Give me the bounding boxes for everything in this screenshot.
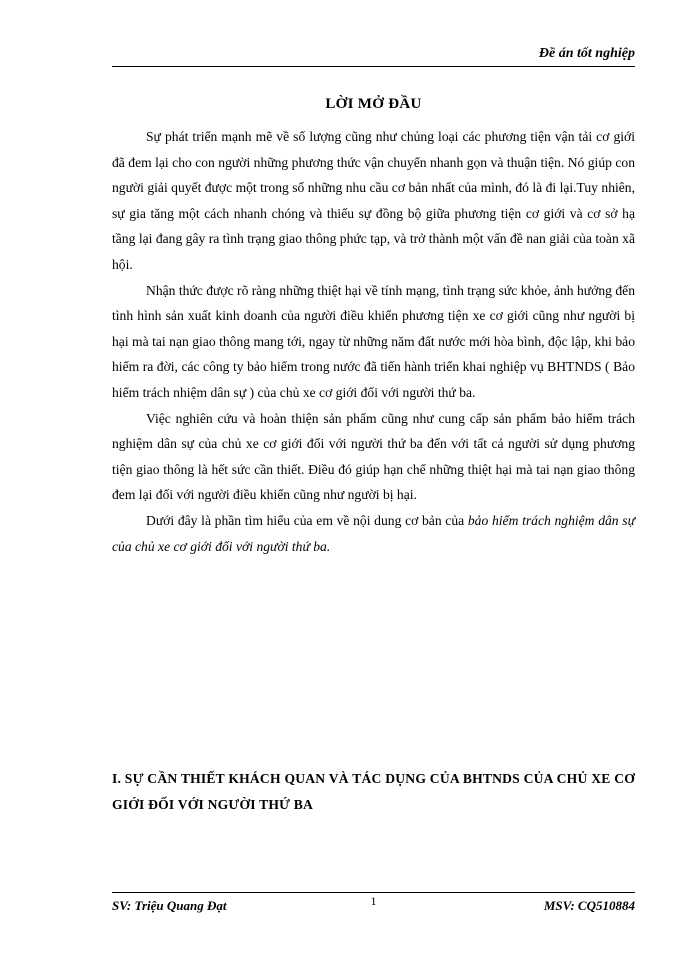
page-header: [112, 44, 635, 67]
paragraph-3: Việc nghiên cứu và hoàn thiện sản phẩm cũng như cung cấp sản phẩm bảo hiểm trách nghiệm dân sự của chủ xe cơ giới đối với người thứ ba đến với tất cả người sử dụng phương tiện giao thông là hết sức cần thiết. Điều đó giúp hạn chế những thiệt hại mà tai nạn giao thông đem lại đối với người điều khiển cũng như người bị hại.: [112, 410, 635, 503]
page-footer: [112, 892, 635, 917]
section-heading: I. SỰ CẦN THIẾT KHÁCH QUAN VÀ TÁC DỤNG CỦA BHTNDS CỦA CHỦ XE CƠ GIỚI ĐỐI VỚI NGƯỜI THỨ BA: [112, 771, 635, 812]
footer-student-name: SV: Triệu Quang Đạt: [112, 898, 227, 913]
paragraph-4-italic: bảo hiểm trách nghiệm dân sự của chủ xe cơ giới đối với người thứ ba.: [112, 512, 635, 554]
body-text: [112, 124, 635, 559]
header-title: Đề án tốt nghiệp: [538, 46, 635, 61]
paragraph-1: Sự phát triển mạnh mẽ về số lượng cũng như chủng loại các phương tiện vận tải cơ giới đã đem lại cho con người những phương thức vận chuyển nhanh gọn và thuận tiện. Nó giúp con người giải quyết được một trong số những nhu cầu cơ bản nhất của mình, đó là đi lại.Tuy nhiên, sự gia tăng một cách nhanh chóng và thiếu sự đồng bộ giữa phương tiện cơ giới và cơ sở hạ tầng lại đang gây ra tình trạng giao thông phức tạp, và trở thành một vấn đề nan giải của toàn xã hội.: [112, 129, 635, 272]
paragraph-4: [112, 508, 635, 559]
page-title: LỜI MỞ ĐẦU: [325, 96, 422, 112]
paragraph-4-text: Dưới đây là phần tìm hiểu của em về nội dung cơ bản của: [146, 512, 468, 528]
paragraph-2: Nhận thức được rõ ràng những thiệt hại về tính mạng, tình trạng sức khỏe, ảnh hưởng đến tình hình sản xuất kinh doanh của người điều khiển phương tiện xe cơ giới cũng như người bị hại mà tai nạn giao thông mang tới, ngay từ những năm đất nước mới hòa bình, độc lập, khi bảo hiểm ra đời, các công ty bảo hiểm trong nước đã tiến hành triển khai nghiệp vụ BHTNDS ( Bảo hiểm trách nhiệm dân sự ) của chủ xe cơ giới đối với người thứ ba.: [112, 282, 635, 400]
page-number: 1: [370, 894, 377, 908]
footer-student-id: MSV: CQ510884: [543, 898, 635, 913]
